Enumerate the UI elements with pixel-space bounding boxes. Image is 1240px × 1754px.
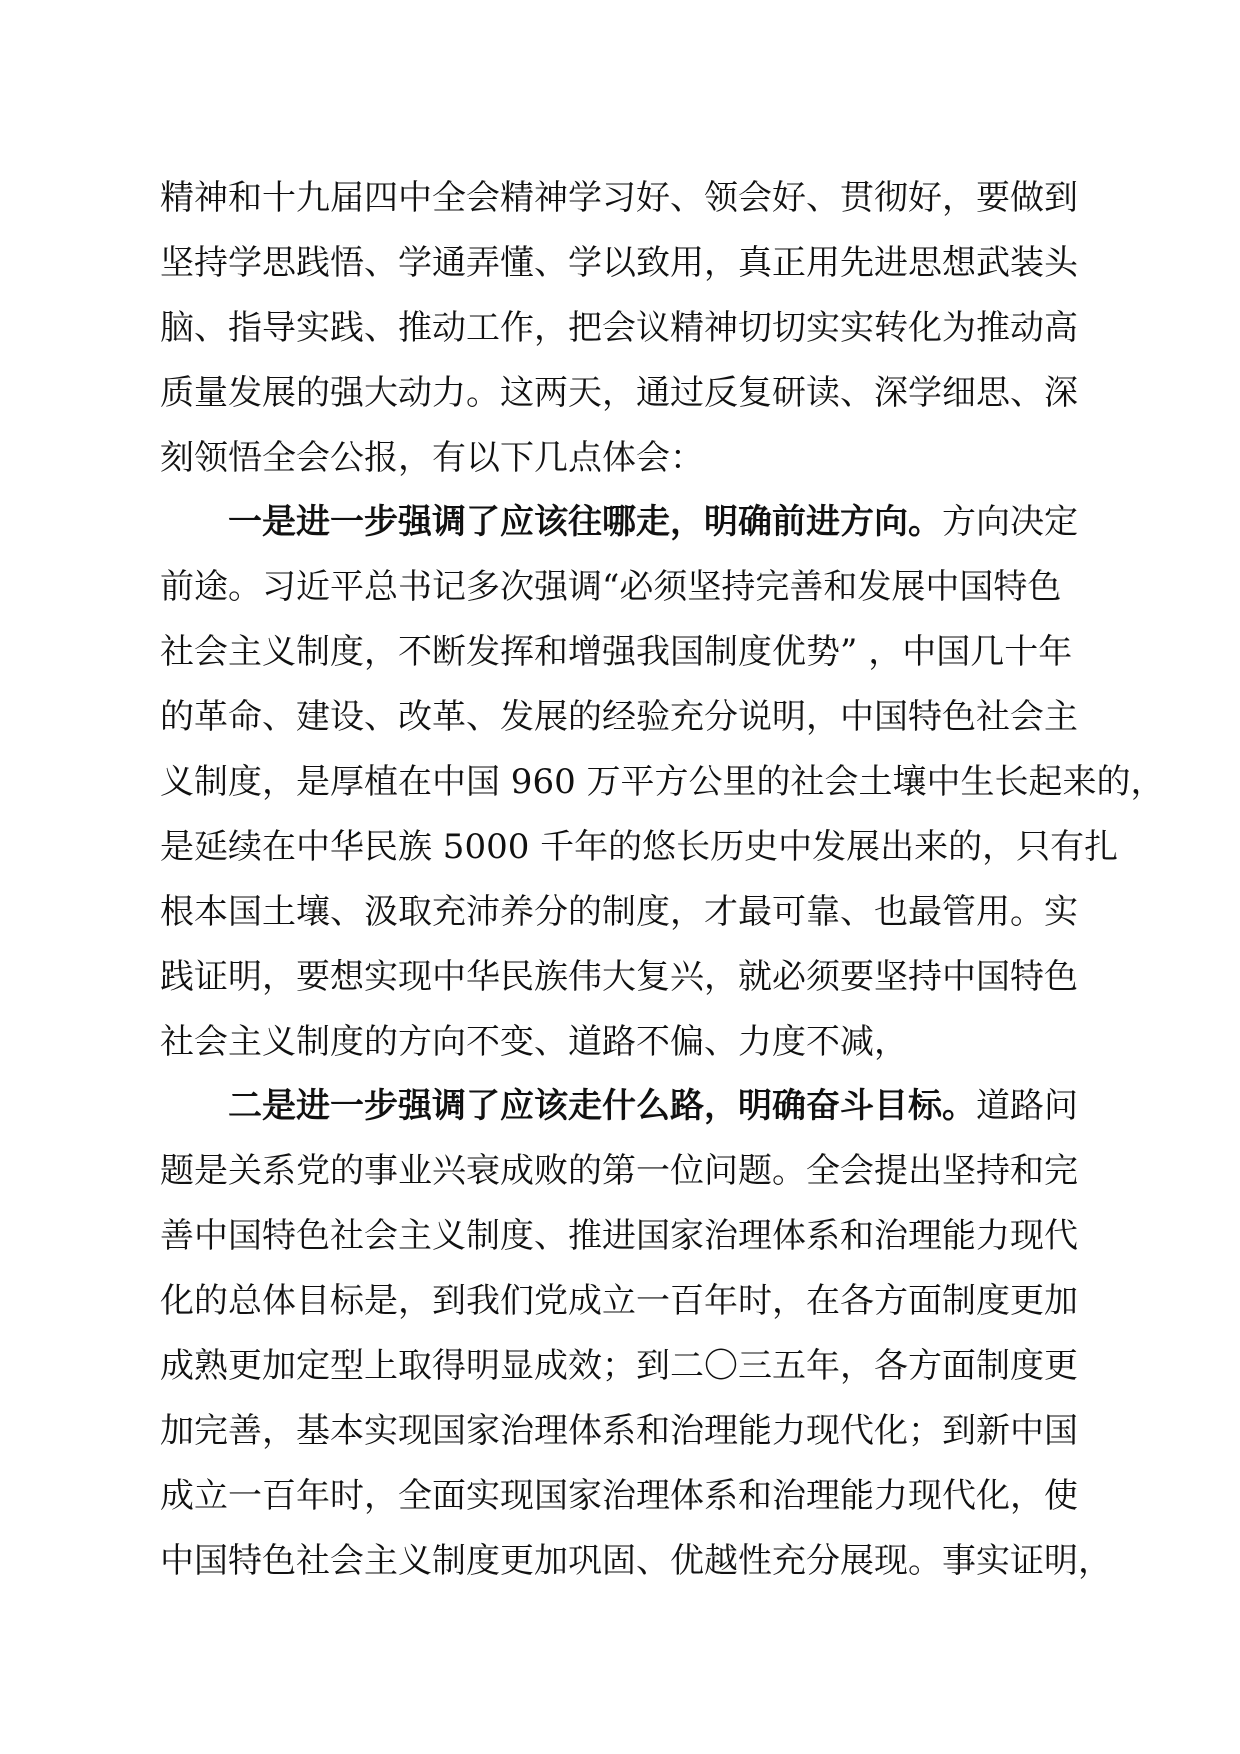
- point-one-line-7: 践证明，要想实现中华民族伟大复兴，就必须要坚持中国特色: [160, 956, 1078, 997]
- point-one-line-4: 义制度，是厚植在中国 960 万平方公里的社会土壤中生长起来的，: [160, 762, 1165, 803]
- point-one-line-5: 是延续在中华民族 5000 千年的悠长历史中发展出来的，只有扎: [160, 826, 1119, 867]
- point-two-first-line: [160, 1074, 1120, 1139]
- point-one-line-6: 根本国土壤、汲取充沛养分的制度，才最可靠、也最管用。实: [160, 891, 1078, 932]
- document-body: [160, 166, 1165, 1594]
- intro-line-3: 脑、指导实践、推动工作，把会议精神切切实实转化为推动高: [160, 307, 1078, 348]
- point-one-lead: 一是进一步强调了应该往哪走，明确前进方向。: [228, 502, 942, 543]
- intro-line-1: 精神和十九届四中全会精神学习好、领会好、贯彻好，要做到: [160, 178, 1078, 218]
- point-two-line-5: 加完善，基本实现国家治理体系和治理能力现代化；到新中国: [160, 1410, 1078, 1451]
- point-two-line-4: 成熟更加定型上取得明显成效；到二〇三五年，各方面制度更: [160, 1346, 1078, 1387]
- point-one-first-rest: 方向决定: [942, 502, 1078, 543]
- point-one-line-3: 的革命、建设、改革、发展的经验充分说明，中国特色社会主: [160, 697, 1078, 738]
- point-two-lead: 二是进一步强调了应该走什么路，明确奋斗目标。: [228, 1086, 976, 1127]
- point-two-first-rest: 道路问: [976, 1086, 1078, 1127]
- intro-line-2: 坚持学思践悟、学通弄懂、学以致用，真正用先进思想武装头: [160, 242, 1078, 283]
- point-one-line-2: 社会主义制度，不断发挥和增强我国制度优势” ，中国几十年: [160, 632, 1073, 673]
- intro-line-4: 质量发展的强大动力。这两天，通过反复研读、深学细思、深: [160, 372, 1078, 413]
- point-one-line-8: 社会主义制度的方向不变、道路不偏、力度不减，: [160, 1021, 908, 1062]
- point-two-line-7: 中国特色社会主义制度更加巩固、优越性充分展现。事实证明，: [160, 1540, 1112, 1581]
- point-two-line-2: 善中国特色社会主义制度、推进国家治理体系和治理能力现代: [160, 1216, 1078, 1257]
- point-two-line-3: 化的总体目标是，到我们党成立一百年时，在各方面制度更加: [160, 1281, 1078, 1322]
- point-one-line-1: 前途。习近平总书记多次强调“必须坚持完善和发展中国特色: [160, 567, 1062, 608]
- point-one-first-line: [160, 490, 1120, 555]
- point-two-line-6: 成立一百年时，全面实现国家治理体系和治理能力现代化，使: [160, 1475, 1078, 1516]
- point-two-line-1: 题是关系党的事业兴衰成败的第一位问题。全会提出坚持和完: [160, 1151, 1078, 1192]
- intro-line-5: 刻领悟全会公报，有以下几点体会：: [160, 437, 704, 478]
